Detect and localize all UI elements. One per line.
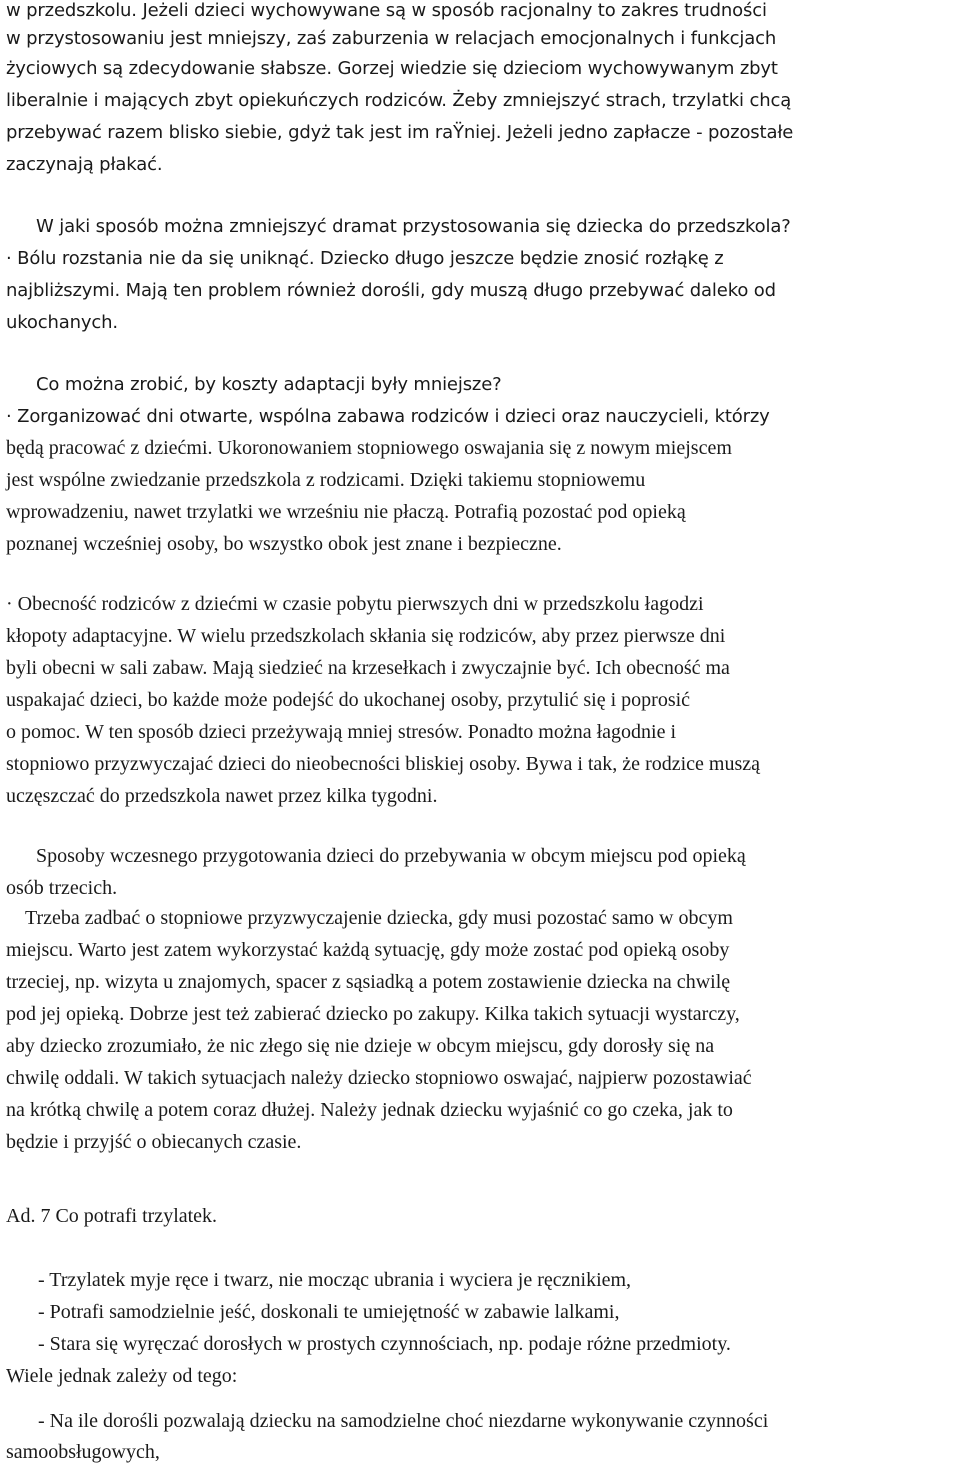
text-line: w przystosowaniu jest mniejszy, zaś zaburzenia w relacjach emocjonalnych i funkcjach — [6, 28, 777, 49]
text-line: poznanej wcześniej osoby, bo wszystko obok jest znane i bezpieczne. — [6, 533, 562, 555]
text-line: - Trzylatek myje ręce i twarz, nie mocząc ubrania i wyciera je ręcznikiem, — [38, 1269, 632, 1291]
text-line: Trzeba zadbać o stopniowe przyzwyczajenie dziecka, gdy musi pozostać samo w obcym — [25, 907, 733, 929]
text-line: · Zorganizować dni otwarte, wspólna zabawa rodziców i dzieci oraz nauczycieli, którzy — [6, 406, 770, 427]
text-line: Co można zrobić, by koszty adaptacji były mniejsze? — [36, 374, 502, 395]
text-line: Wiele jednak zależy od tego: — [6, 1365, 238, 1387]
text-line: W jaki sposób można zmniejszyć dramat przystosowania się dziecka do przedszkola? — [36, 216, 791, 237]
text-line: trzeciej, np. wizyta u znajomych, spacer z sąsiadką a potem zostawienie dziecka na chwilę — [6, 971, 731, 993]
text-line: jest wspólne zwiedzanie przedszkola z rodzicami. Dzięki takiemu stopniowemu — [6, 469, 646, 491]
text-line: Sposoby wczesnego przygotowania dzieci do przebywania w obcym miejscu pod opieką — [36, 845, 746, 867]
text-line: osób trzecich. — [6, 877, 118, 899]
text-line: przebywać razem blisko siebie, gdyż tak jest im raŸniej. Jeżeli jedno zapłacze - pozostałe — [6, 122, 794, 143]
text-line: samoobsługowych, — [6, 1441, 160, 1463]
text-line: - Potrafi samodzielnie jeść, doskonali te umiejętność w zabawie lalkami, — [38, 1301, 620, 1323]
text-line: zaczynają płakać. — [6, 154, 163, 175]
text-line: wprowadzeniu, nawet trzylatki we wrześniu nie płaczą. Potrafią pozostać pod opieką — [6, 501, 686, 523]
text-line: o pomoc. W ten sposób dzieci przeżywają mniej stresów. Ponadto można łagodnie i — [6, 721, 677, 743]
text-line: - Stara się wyręczać dorosłych w prostych czynnościach, np. podaje różne przedmioty. — [38, 1333, 731, 1355]
text-line: na krótką chwilę a potem coraz dłużej. Należy jednak dziecku wyjaśnić co go czeka, jak to — [6, 1099, 733, 1121]
text-line: będzie i przyjść o obiecanych czasie. — [6, 1131, 302, 1153]
text-line: pod jej opieką. Dobrze jest też zabierać dziecko po zakupy. Kilka takich sytuacji wystarczy, — [6, 1003, 740, 1025]
text-line: · Obecność rodziców z dziećmi w czasie pobytu pierwszych dni w przedszkolu łagodzi — [6, 593, 704, 615]
text-line: liberalnie i mających zbyt opiekuńczych rodziców. Żeby zmniejszyć strach, trzylatki chcą — [6, 90, 792, 111]
text-line: Ad. 7 Co potrafi trzylatek. — [6, 1205, 218, 1227]
text-line: życiowych są zdecydowanie słabsze. Gorzej wiedzie się dzieciom wychowywanym zbyt — [6, 58, 778, 79]
text-line: chwilę oddali. W takich sytuacjach należy dziecko stopniowo oswajać, najpierw pozostawiać — [6, 1067, 752, 1089]
text-line: najbliższymi. Mają ten problem również dorośli, gdy muszą długo przebywać daleko od — [6, 280, 776, 301]
text-line: kłopoty adaptacyjne. W wielu przedszkolach skłania się rodziców, aby przez pierwsze dni — [6, 625, 726, 647]
text-line: aby dziecko zrozumiało, że nic złego się nie dzieje w obcym miejscu, gdy dorosły się na — [6, 1035, 715, 1057]
text-line: miejscu. Warto jest zatem wykorzystać każdą sytuację, gdy może zostać pod opieką osoby — [6, 939, 730, 961]
text-line: ukochanych. — [6, 312, 118, 333]
text-line: uczęszczać do przedszkola nawet przez kilka tygodni. — [6, 785, 438, 807]
text-line: byli obecni w sali zabaw. Mają siedzieć na krzesełkach i zwyczajnie być. Ich obecność ma — [6, 657, 730, 679]
text-line: uspakajać dzieci, bo każde może podejść do ukochanej osoby, przytulić się i poprosić — [6, 689, 691, 711]
text-line: w przedszkolu. Jeżeli dzieci wychowywane są w sposób racjonalny to zakres trudności — [6, 0, 767, 21]
text-line: będą pracować z dziećmi. Ukoronowaniem stopniowego oswajania się z nowym miejscem — [6, 437, 732, 459]
text-line: · Bólu rozstania nie da się uniknąć. Dziecko długo jeszcze będzie znosić rozłąkę z — [6, 248, 724, 269]
text-line: - Na ile dorośli pozwalają dziecku na samodzielne choć niezdarne wykonywanie czynności — [38, 1410, 769, 1432]
text-line: stopniowo przyzwyczajać dzieci do nieobecności bliskiej osoby. Bywa i tak, że rodzice muszą — [6, 753, 761, 775]
